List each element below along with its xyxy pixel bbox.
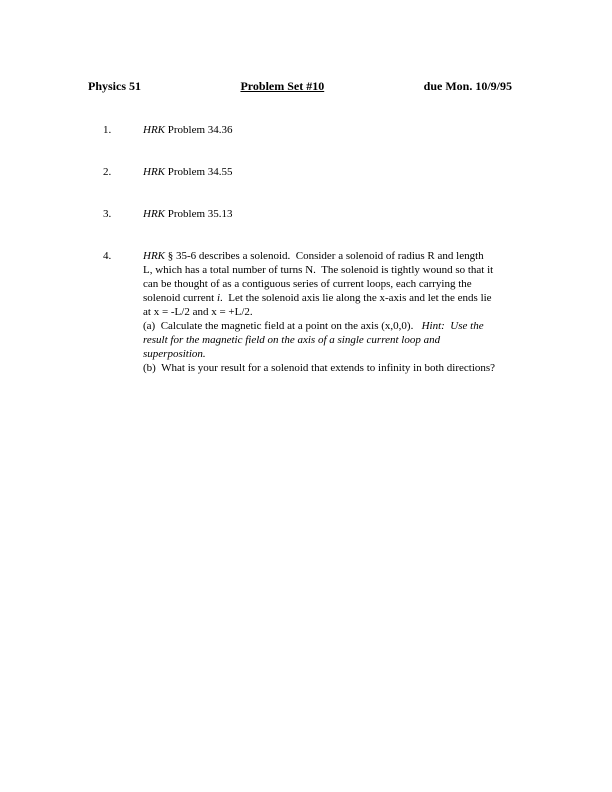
book-abbrev: HRK — [143, 166, 165, 178]
item-body — [143, 165, 572, 179]
header-row — [88, 79, 512, 93]
item-text-line — [143, 123, 572, 137]
item-text-line — [143, 165, 572, 179]
problem-item-2 — [103, 165, 572, 179]
current-symbol: i — [216, 292, 220, 304]
item-text-line — [143, 263, 572, 277]
paragraph-text: solenoid current — [143, 292, 217, 304]
item-text-line — [143, 277, 572, 291]
problem-item-3 — [103, 207, 572, 221]
paragraph-text: . Let the solenoid axis lie along the x-axis and let the ends lie — [220, 292, 492, 304]
paragraph-text: L, which has a total number of turns N. The solenoid is tightly wound so that it — [143, 264, 494, 276]
problem-list — [103, 123, 572, 403]
item-number: 2. — [103, 166, 112, 178]
paragraph-text: § 35-6 describes a solenoid. Consider a solenoid of radius R and length — [165, 250, 484, 262]
part-b-text: (b) What is your result for a solenoid that extends to infinity in both directions? — [143, 362, 496, 374]
hint-text: Hint: Use the — [421, 320, 484, 332]
item-text-line — [143, 207, 572, 221]
book-abbrev: HRK — [143, 250, 165, 262]
item-body — [143, 123, 572, 137]
item-text-line — [143, 249, 572, 263]
problem-reference: Problem 35.13 — [165, 208, 233, 220]
problem-reference: Problem 34.55 — [165, 166, 233, 178]
item-text-line — [143, 333, 572, 347]
course-label: Physics 51 — [88, 79, 142, 93]
item-body — [143, 249, 572, 375]
book-abbrev: HRK — [143, 208, 165, 220]
problem-item-1 — [103, 123, 572, 137]
item-number: 3. — [103, 208, 112, 220]
item-text-line — [143, 291, 572, 305]
item-text-line — [143, 319, 572, 333]
item-body — [143, 207, 572, 221]
item-text-line — [143, 347, 572, 361]
item-text-line — [143, 361, 572, 375]
hint-text: superposition. — [143, 348, 206, 360]
part-a-text: (a) Calculate the magnetic field at a point on the axis (x,0,0). — [143, 320, 422, 332]
book-abbrev: HRK — [143, 124, 165, 136]
item-number: 4. — [103, 250, 112, 262]
paragraph-text: can be thought of as a contiguous series of current loops, each carrying the — [143, 278, 472, 290]
paragraph-text: at x = -L/2 and x = +L/2. — [143, 306, 253, 318]
hint-text: result for the magnetic field on the axis of a single current loop and — [143, 334, 441, 346]
problem-reference: Problem 34.36 — [165, 124, 233, 136]
item-number: 1. — [103, 124, 112, 136]
due-date-label: due Mon. 10/9/95 — [423, 79, 512, 93]
item-text-line — [143, 305, 572, 319]
page-title: Problem Set #10 — [240, 79, 325, 93]
problem-item-4 — [103, 249, 572, 375]
